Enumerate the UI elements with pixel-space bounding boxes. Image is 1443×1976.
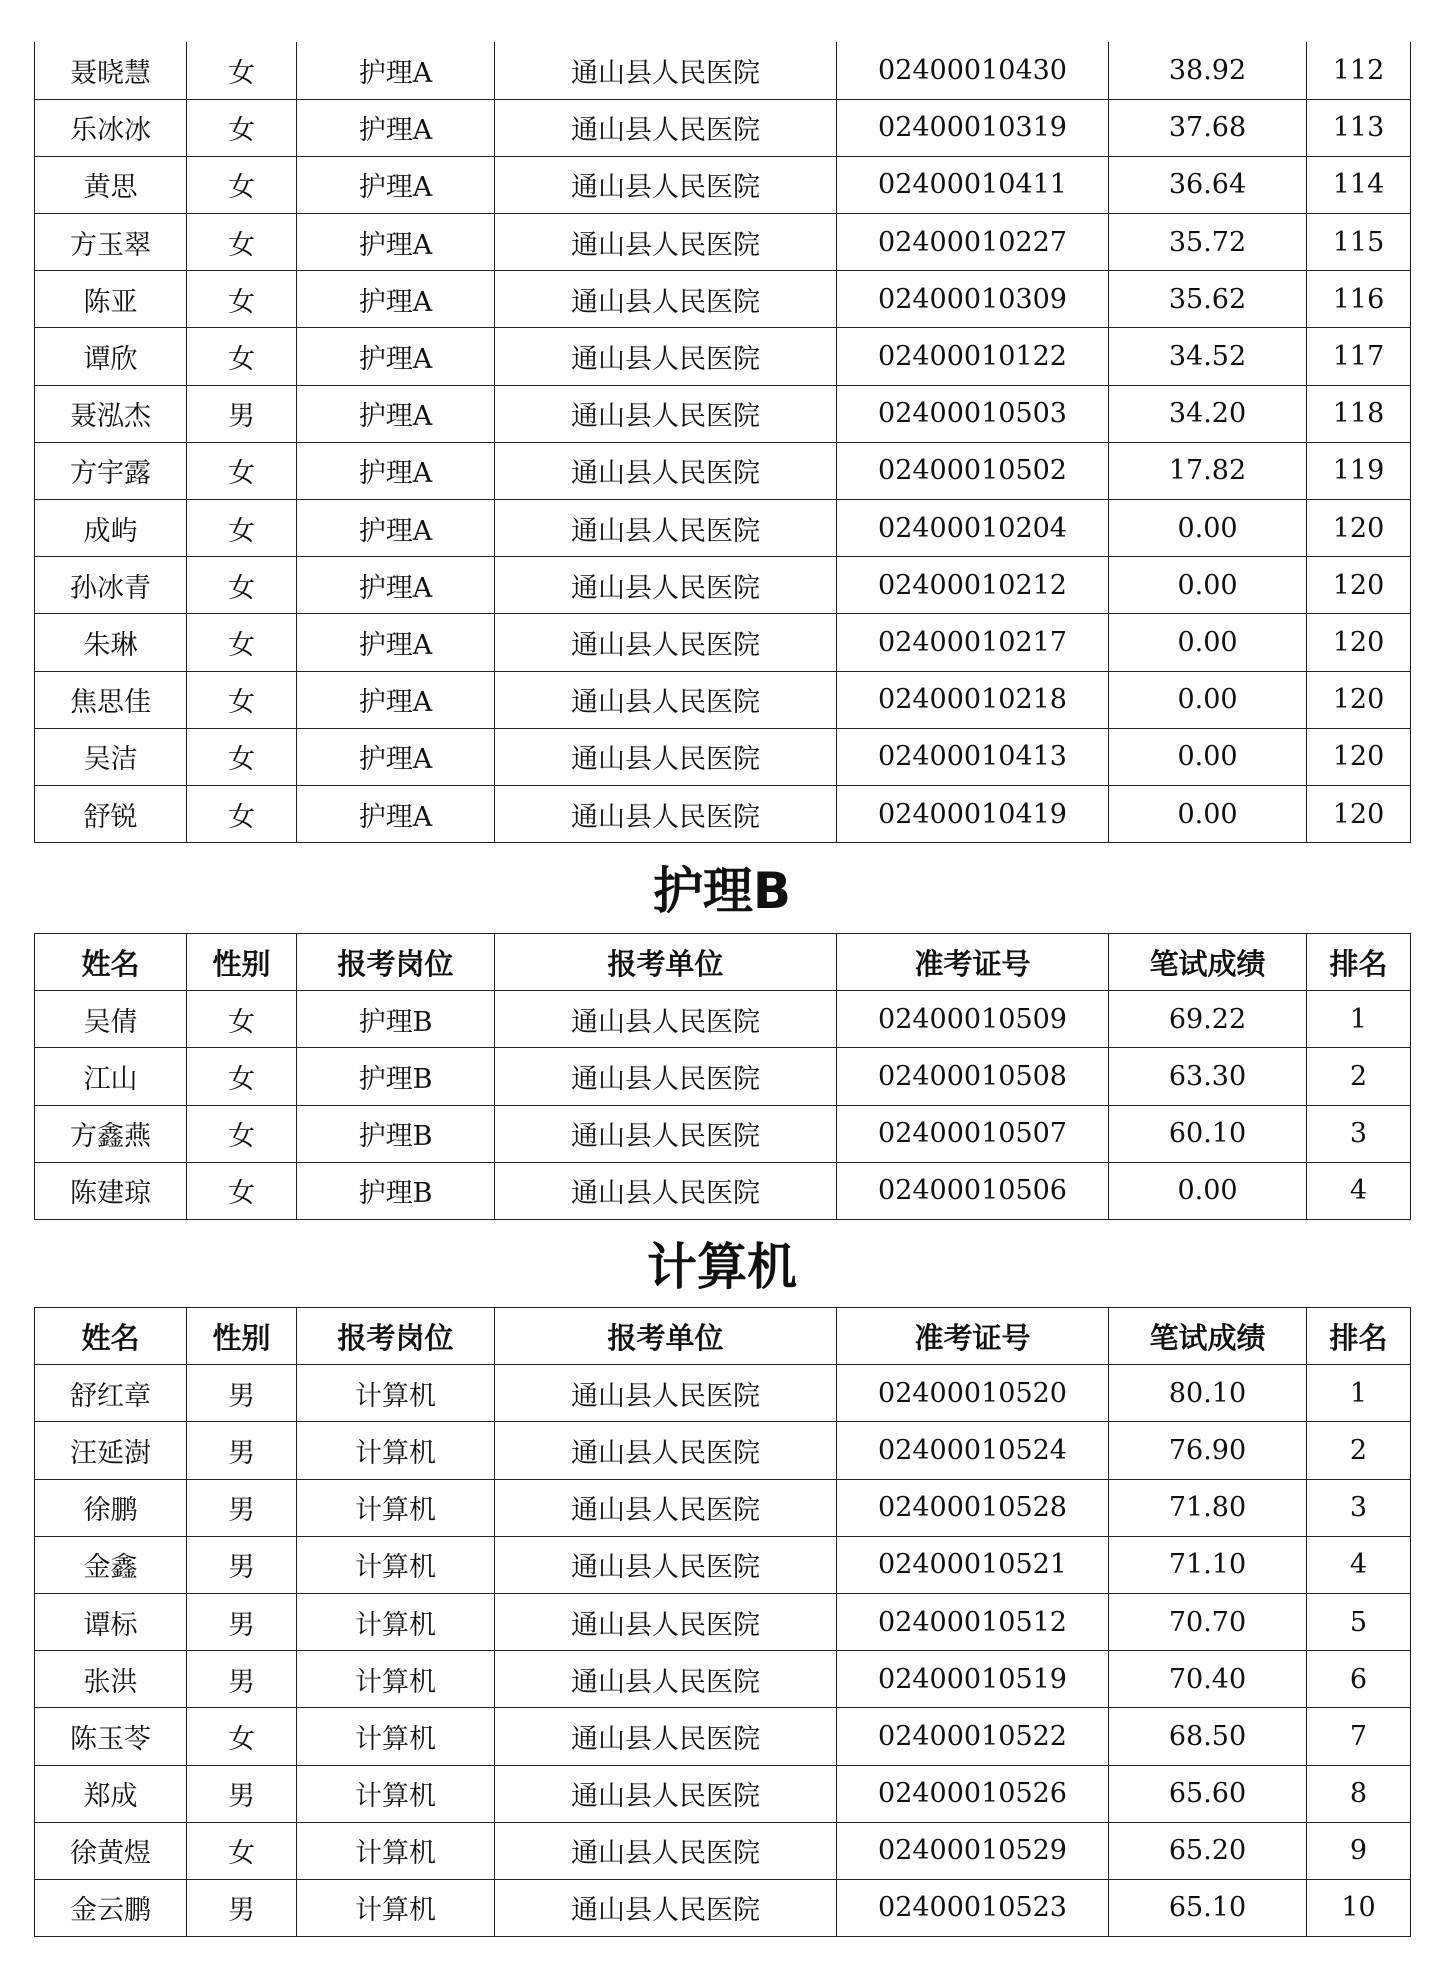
- results-table-nursing-b: [34, 933, 1411, 1220]
- cell-score: 0.00: [1109, 728, 1307, 785]
- cell-rank: 116: [1307, 271, 1411, 328]
- cell-name: 金云鹏: [35, 1879, 187, 1936]
- cell-exam-id: 02400010526: [837, 1765, 1109, 1822]
- table-row: [35, 557, 1411, 614]
- cell-unit: 通山县人民医院: [495, 1765, 837, 1822]
- cell-score: 0.00: [1109, 671, 1307, 728]
- cell-exam-id: 02400010522: [837, 1708, 1109, 1765]
- table-row: [35, 1593, 1411, 1650]
- cell-name: 谭标: [35, 1593, 187, 1650]
- header-unit: 报考单位: [495, 1308, 837, 1365]
- cell-unit: 通山县人民医院: [495, 671, 837, 728]
- cell-position: 计算机: [297, 1822, 495, 1879]
- cell-unit: 通山县人民医院: [495, 156, 837, 213]
- cell-exam-id: 02400010122: [837, 328, 1109, 385]
- cell-exam-id: 02400010419: [837, 785, 1109, 842]
- cell-position: 护理A: [297, 557, 495, 614]
- cell-score: 71.80: [1109, 1479, 1307, 1536]
- cell-position: 护理A: [297, 442, 495, 499]
- cell-position: 护理B: [297, 1048, 495, 1105]
- table-body: [35, 1365, 1411, 1937]
- cell-position: 护理A: [297, 42, 495, 99]
- cell-name: 舒锐: [35, 785, 187, 842]
- cell-rank: 117: [1307, 328, 1411, 385]
- cell-score: 65.10: [1109, 1879, 1307, 1936]
- cell-gender: 女: [187, 500, 297, 557]
- cell-unit: 通山县人民医院: [495, 328, 837, 385]
- table-body: [35, 42, 1411, 843]
- cell-score: 35.72: [1109, 214, 1307, 271]
- cell-unit: 通山县人民医院: [495, 271, 837, 328]
- cell-score: 36.64: [1109, 156, 1307, 213]
- cell-rank: 6: [1307, 1651, 1411, 1708]
- cell-unit: 通山县人民医院: [495, 728, 837, 785]
- cell-rank: 8: [1307, 1765, 1411, 1822]
- cell-position: 护理A: [297, 500, 495, 557]
- cell-exam-id: 02400010503: [837, 385, 1109, 442]
- cell-score: 76.90: [1109, 1422, 1307, 1479]
- cell-unit: 通山县人民医院: [495, 1593, 837, 1650]
- cell-exam-id: 02400010520: [837, 1365, 1109, 1422]
- cell-gender: 女: [187, 156, 297, 213]
- cell-rank: 114: [1307, 156, 1411, 213]
- cell-unit: 通山县人民医院: [495, 1822, 837, 1879]
- cell-position: 护理A: [297, 385, 495, 442]
- cell-exam-id: 02400010227: [837, 214, 1109, 271]
- cell-rank: 1: [1307, 1365, 1411, 1422]
- cell-name: 焦思佳: [35, 671, 187, 728]
- cell-position: 计算机: [297, 1479, 495, 1536]
- cell-name: 郑成: [35, 1765, 187, 1822]
- cell-unit: 通山县人民医院: [495, 1879, 837, 1936]
- cell-exam-id: 02400010508: [837, 1048, 1109, 1105]
- cell-exam-id: 02400010529: [837, 1822, 1109, 1879]
- cell-gender: 女: [187, 99, 297, 156]
- cell-name: 金鑫: [35, 1536, 187, 1593]
- cell-position: 护理A: [297, 785, 495, 842]
- cell-exam-id: 02400010512: [837, 1593, 1109, 1650]
- cell-name: 谭欣: [35, 328, 187, 385]
- table-row: [35, 1536, 1411, 1593]
- table-row: [35, 1708, 1411, 1765]
- cell-gender: 男: [187, 1765, 297, 1822]
- cell-name: 乐冰冰: [35, 99, 187, 156]
- cell-gender: 女: [187, 614, 297, 671]
- cell-name: 陈建琼: [35, 1162, 187, 1219]
- cell-score: 68.50: [1109, 1708, 1307, 1765]
- cell-name: 徐黄煜: [35, 1822, 187, 1879]
- cell-position: 护理B: [297, 991, 495, 1048]
- cell-unit: 通山县人民医院: [495, 785, 837, 842]
- cell-gender: 女: [187, 728, 297, 785]
- table-row: [35, 1479, 1411, 1536]
- cell-score: 63.30: [1109, 1048, 1307, 1105]
- cell-position: 护理A: [297, 271, 495, 328]
- cell-position: 护理A: [297, 214, 495, 271]
- cell-gender: 女: [187, 214, 297, 271]
- table-row: [35, 671, 1411, 728]
- cell-unit: 通山县人民医院: [495, 1365, 837, 1422]
- cell-exam-id: 02400010217: [837, 614, 1109, 671]
- cell-gender: 女: [187, 671, 297, 728]
- cell-unit: 通山县人民医院: [495, 1536, 837, 1593]
- cell-name: 吴洁: [35, 728, 187, 785]
- table-row: [35, 156, 1411, 213]
- cell-gender: 女: [187, 442, 297, 499]
- cell-name: 吴倩: [35, 991, 187, 1048]
- cell-rank: 112: [1307, 42, 1411, 99]
- cell-rank: 4: [1307, 1162, 1411, 1219]
- table-row: [35, 991, 1411, 1048]
- cell-name: 聂泓杰: [35, 385, 187, 442]
- header-name: 姓名: [35, 934, 187, 991]
- cell-position: 计算机: [297, 1422, 495, 1479]
- cell-rank: 4: [1307, 1536, 1411, 1593]
- table-row: [35, 442, 1411, 499]
- cell-gender: 女: [187, 1105, 297, 1162]
- cell-position: 计算机: [297, 1708, 495, 1765]
- cell-gender: 女: [187, 557, 297, 614]
- table-header-row: [35, 1308, 1411, 1365]
- cell-exam-id: 02400010309: [837, 271, 1109, 328]
- cell-score: 0.00: [1109, 614, 1307, 671]
- cell-score: 0.00: [1109, 500, 1307, 557]
- cell-position: 护理A: [297, 328, 495, 385]
- cell-exam-id: 02400010413: [837, 728, 1109, 785]
- cell-score: 35.62: [1109, 271, 1307, 328]
- cell-exam-id: 02400010519: [837, 1651, 1109, 1708]
- table-row: [35, 614, 1411, 671]
- cell-exam-id: 02400010204: [837, 500, 1109, 557]
- table-row: [35, 1105, 1411, 1162]
- table-body: [35, 991, 1411, 1220]
- cell-rank: 120: [1307, 671, 1411, 728]
- cell-position: 计算机: [297, 1593, 495, 1650]
- cell-unit: 通山县人民医院: [495, 42, 837, 99]
- cell-rank: 118: [1307, 385, 1411, 442]
- results-table-computer: [34, 1307, 1411, 1937]
- cell-rank: 115: [1307, 214, 1411, 271]
- cell-rank: 2: [1307, 1422, 1411, 1479]
- cell-position: 护理A: [297, 156, 495, 213]
- cell-position: 护理B: [297, 1105, 495, 1162]
- cell-exam-id: 02400010507: [837, 1105, 1109, 1162]
- cell-score: 70.70: [1109, 1593, 1307, 1650]
- header-exam-id: 准考证号: [837, 1308, 1109, 1365]
- table-row: [35, 1765, 1411, 1822]
- table-row: [35, 728, 1411, 785]
- cell-unit: 通山县人民医院: [495, 614, 837, 671]
- cell-unit: 通山县人民医院: [495, 99, 837, 156]
- cell-name: 陈玉苓: [35, 1708, 187, 1765]
- cell-gender: 女: [187, 271, 297, 328]
- table-row: [35, 1422, 1411, 1479]
- cell-rank: 7: [1307, 1708, 1411, 1765]
- cell-rank: 120: [1307, 500, 1411, 557]
- cell-exam-id: 02400010521: [837, 1536, 1109, 1593]
- cell-gender: 男: [187, 1422, 297, 1479]
- cell-score: 0.00: [1109, 557, 1307, 614]
- cell-exam-id: 02400010411: [837, 156, 1109, 213]
- table-row: [35, 1822, 1411, 1879]
- cell-score: 71.10: [1109, 1536, 1307, 1593]
- table-row: [35, 1048, 1411, 1105]
- cell-unit: 通山县人民医院: [495, 385, 837, 442]
- table-row: [35, 1651, 1411, 1708]
- cell-score: 60.10: [1109, 1105, 1307, 1162]
- header-position: 报考岗位: [297, 1308, 495, 1365]
- cell-position: 护理B: [297, 1162, 495, 1219]
- cell-exam-id: 02400010509: [837, 991, 1109, 1048]
- header-gender: 性别: [187, 934, 297, 991]
- cell-name: 朱琳: [35, 614, 187, 671]
- cell-rank: 119: [1307, 442, 1411, 499]
- cell-rank: 3: [1307, 1105, 1411, 1162]
- cell-gender: 女: [187, 1708, 297, 1765]
- cell-exam-id: 02400010212: [837, 557, 1109, 614]
- cell-rank: 113: [1307, 99, 1411, 156]
- cell-exam-id: 02400010523: [837, 1879, 1109, 1936]
- cell-unit: 通山县人民医院: [495, 1479, 837, 1536]
- cell-rank: 2: [1307, 1048, 1411, 1105]
- cell-position: 计算机: [297, 1651, 495, 1708]
- cell-gender: 女: [187, 991, 297, 1048]
- cell-score: 37.68: [1109, 99, 1307, 156]
- cell-exam-id: 02400010528: [837, 1479, 1109, 1536]
- header-name: 姓名: [35, 1308, 187, 1365]
- cell-position: 计算机: [297, 1765, 495, 1822]
- cell-gender: 男: [187, 1479, 297, 1536]
- cell-exam-id: 02400010218: [837, 671, 1109, 728]
- section-title-computer: 计算机: [647, 1238, 797, 1296]
- cell-rank: 120: [1307, 785, 1411, 842]
- cell-position: 计算机: [297, 1879, 495, 1936]
- cell-position: 护理A: [297, 671, 495, 728]
- table-row: [35, 1365, 1411, 1422]
- results-table-nursing-a: [34, 42, 1411, 843]
- cell-name: 徐鹏: [35, 1479, 187, 1536]
- table-row: [35, 500, 1411, 557]
- header-rank: 排名: [1307, 934, 1411, 991]
- cell-unit: 通山县人民医院: [495, 991, 837, 1048]
- table-row: [35, 1162, 1411, 1219]
- cell-exam-id: 02400010319: [837, 99, 1109, 156]
- cell-gender: 女: [187, 785, 297, 842]
- cell-position: 护理A: [297, 99, 495, 156]
- cell-gender: 男: [187, 1879, 297, 1936]
- cell-score: 70.40: [1109, 1651, 1307, 1708]
- cell-name: 黄思: [35, 156, 187, 213]
- table-header-row: [35, 934, 1411, 991]
- cell-exam-id: 02400010524: [837, 1422, 1109, 1479]
- table-row: [35, 99, 1411, 156]
- cell-rank: 9: [1307, 1822, 1411, 1879]
- cell-score: 80.10: [1109, 1365, 1307, 1422]
- cell-position: 计算机: [297, 1365, 495, 1422]
- cell-exam-id: 02400010506: [837, 1162, 1109, 1219]
- cell-rank: 10: [1307, 1879, 1411, 1936]
- cell-name: 江山: [35, 1048, 187, 1105]
- cell-score: 69.22: [1109, 991, 1307, 1048]
- cell-rank: 120: [1307, 557, 1411, 614]
- table-row: [35, 1879, 1411, 1936]
- cell-name: 孙冰青: [35, 557, 187, 614]
- cell-unit: 通山县人民医院: [495, 1162, 837, 1219]
- cell-score: 0.00: [1109, 1162, 1307, 1219]
- table-row: [35, 328, 1411, 385]
- cell-gender: 男: [187, 1365, 297, 1422]
- cell-score: 17.82: [1109, 442, 1307, 499]
- header-position: 报考岗位: [297, 934, 495, 991]
- cell-position: 护理A: [297, 614, 495, 671]
- cell-gender: 女: [187, 328, 297, 385]
- cell-score: 34.20: [1109, 385, 1307, 442]
- cell-name: 方玉翠: [35, 214, 187, 271]
- cell-unit: 通山县人民医院: [495, 214, 837, 271]
- cell-rank: 5: [1307, 1593, 1411, 1650]
- header-gender: 性别: [187, 1308, 297, 1365]
- table-row: [35, 271, 1411, 328]
- cell-gender: 女: [187, 1822, 297, 1879]
- header-unit: 报考单位: [495, 934, 837, 991]
- cell-unit: 通山县人民医院: [495, 1048, 837, 1105]
- cell-gender: 女: [187, 1048, 297, 1105]
- section-title-nursing-b: 护理B: [652, 862, 792, 920]
- cell-rank: 1: [1307, 991, 1411, 1048]
- cell-score: 34.52: [1109, 328, 1307, 385]
- table-row: [35, 785, 1411, 842]
- cell-rank: 3: [1307, 1479, 1411, 1536]
- cell-score: 0.00: [1109, 785, 1307, 842]
- cell-gender: 男: [187, 1593, 297, 1650]
- header-rank: 排名: [1307, 1308, 1411, 1365]
- cell-gender: 男: [187, 1651, 297, 1708]
- cell-name: 汪延澍: [35, 1422, 187, 1479]
- cell-unit: 通山县人民医院: [495, 442, 837, 499]
- cell-name: 方鑫燕: [35, 1105, 187, 1162]
- cell-unit: 通山县人民医院: [495, 557, 837, 614]
- cell-name: 成屿: [35, 500, 187, 557]
- cell-rank: 120: [1307, 728, 1411, 785]
- cell-gender: 男: [187, 385, 297, 442]
- cell-name: 聂晓慧: [35, 42, 187, 99]
- cell-name: 舒红章: [35, 1365, 187, 1422]
- cell-position: 护理A: [297, 728, 495, 785]
- header-exam-id: 准考证号: [837, 934, 1109, 991]
- cell-score: 65.20: [1109, 1822, 1307, 1879]
- cell-position: 计算机: [297, 1536, 495, 1593]
- cell-gender: 女: [187, 1162, 297, 1219]
- cell-name: 方宇露: [35, 442, 187, 499]
- cell-rank: 120: [1307, 614, 1411, 671]
- cell-unit: 通山县人民医院: [495, 1422, 837, 1479]
- cell-exam-id: 02400010502: [837, 442, 1109, 499]
- cell-unit: 通山县人民医院: [495, 1105, 837, 1162]
- cell-unit: 通山县人民医院: [495, 1708, 837, 1765]
- cell-exam-id: 02400010430: [837, 42, 1109, 99]
- table-row: [35, 42, 1411, 99]
- cell-gender: 男: [187, 1536, 297, 1593]
- header-score: 笔试成绩: [1109, 1308, 1307, 1365]
- table-row: [35, 214, 1411, 271]
- header-score: 笔试成绩: [1109, 934, 1307, 991]
- cell-score: 65.60: [1109, 1765, 1307, 1822]
- cell-gender: 女: [187, 42, 297, 99]
- table-row: [35, 385, 1411, 442]
- cell-unit: 通山县人民医院: [495, 500, 837, 557]
- cell-unit: 通山县人民医院: [495, 1651, 837, 1708]
- cell-name: 陈亚: [35, 271, 187, 328]
- cell-name: 张洪: [35, 1651, 187, 1708]
- cell-score: 38.92: [1109, 42, 1307, 99]
